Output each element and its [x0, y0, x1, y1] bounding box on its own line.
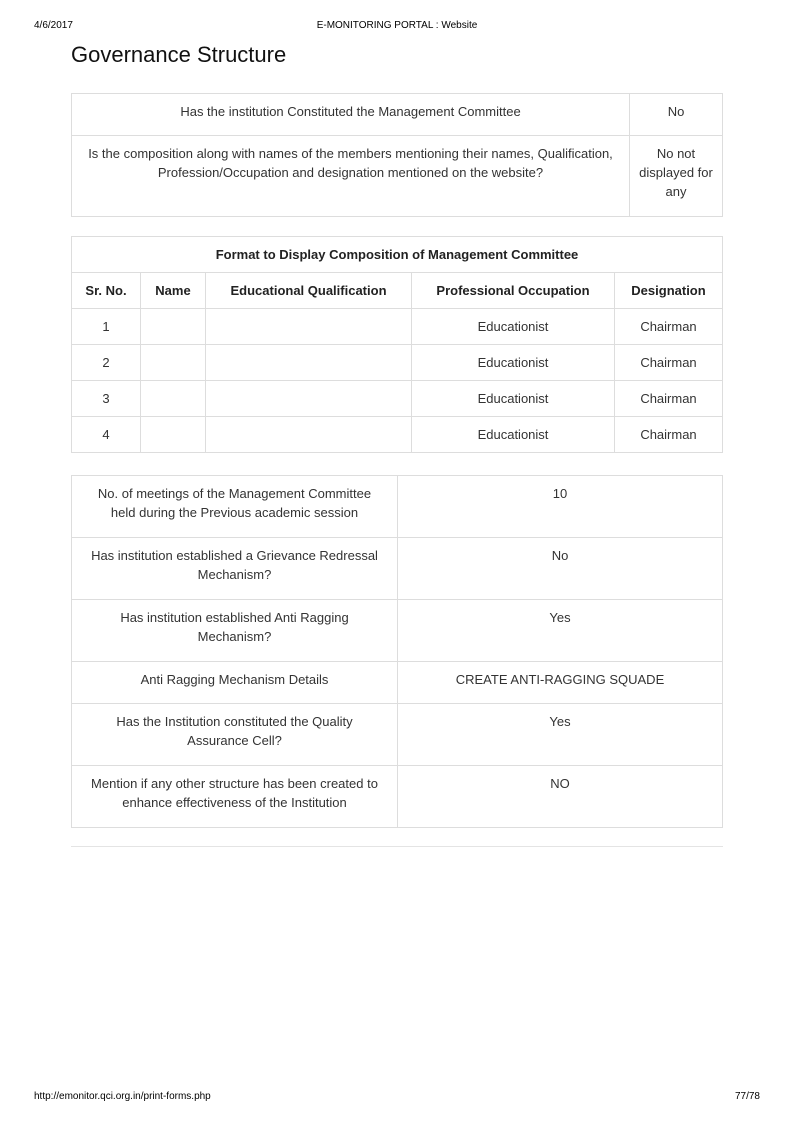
answer-cell: CREATE ANTI-RAGGING SQUADE [398, 662, 723, 704]
question-cell: Is the composition along with names of the members mentioning their names, Qualification, Profession/Occupation and designation mentioned on the website? [72, 136, 630, 217]
designation-cell: Chairman [615, 417, 723, 453]
designation-cell: Chairman [615, 309, 723, 345]
question-cell: No. of meetings of the Management Committee held during the Previous academic session [72, 476, 398, 538]
occupation-cell: Educationist [412, 381, 615, 417]
column-header-sr-no: Sr. No. [72, 273, 141, 309]
print-header [0, 20, 794, 34]
print-date: 4/6/2017 [34, 20, 73, 31]
name-cell [141, 345, 206, 381]
print-footer [0, 1091, 794, 1105]
column-header-designation: Designation [615, 273, 723, 309]
qualification-cell [206, 345, 412, 381]
table-row [72, 94, 723, 136]
table-row [72, 381, 723, 417]
page-number: 77/78 [734, 1091, 760, 1102]
question-cell: Has institution established a Grievance Redressal Mechanism? [72, 538, 398, 600]
sr-no-cell: 3 [72, 381, 141, 417]
occupation-cell: Educationist [412, 417, 615, 453]
column-header-name: Name [141, 273, 206, 309]
governance-details-table [71, 475, 723, 828]
answer-cell: No [398, 538, 723, 600]
answer-cell: No [630, 94, 723, 136]
column-header-professional-occupation: Professional Occupation [412, 273, 615, 309]
name-cell [141, 309, 206, 345]
section-divider [71, 846, 723, 847]
sr-no-cell: 1 [72, 309, 141, 345]
designation-cell: Chairman [615, 381, 723, 417]
table-row [72, 538, 723, 600]
committee-composition-table [71, 236, 723, 453]
table-row [72, 662, 723, 704]
answer-cell: No not displayed for any [630, 136, 723, 217]
table-row [72, 476, 723, 538]
name-cell [141, 417, 206, 453]
sr-no-cell: 2 [72, 345, 141, 381]
occupation-cell: Educationist [412, 309, 615, 345]
name-cell [141, 381, 206, 417]
table-row [72, 136, 723, 217]
header-row [72, 273, 723, 309]
question-cell: Has the institution Constituted the Management Committee [72, 94, 630, 136]
question-cell: Has institution established Anti Ragging Mechanism? [72, 600, 398, 662]
print-url: http://emonitor.qci.org.in/print-forms.php [34, 1091, 211, 1102]
caption-row [72, 237, 723, 273]
table-row [72, 417, 723, 453]
occupation-cell: Educationist [412, 345, 615, 381]
question-cell: Anti Ragging Mechanism Details [72, 662, 398, 704]
answer-cell: Yes [398, 600, 723, 662]
table-row [72, 766, 723, 828]
management-committee-table [71, 93, 723, 217]
column-header-educational-qualification: Educational Qualification [206, 273, 412, 309]
table-row [72, 704, 723, 766]
page-title: Governance Structure [71, 42, 287, 67]
qualification-cell [206, 309, 412, 345]
answer-cell: 10 [398, 476, 723, 538]
qualification-cell [206, 417, 412, 453]
table-row [72, 309, 723, 345]
answer-cell: NO [398, 766, 723, 828]
qualification-cell [206, 381, 412, 417]
table-row [72, 345, 723, 381]
sr-no-cell: 4 [72, 417, 141, 453]
table-row [72, 600, 723, 662]
designation-cell: Chairman [615, 345, 723, 381]
answer-cell: Yes [398, 704, 723, 766]
table-caption: Format to Display Composition of Management Committee [72, 237, 723, 273]
print-title: E-MONITORING PORTAL : Website [316, 20, 478, 31]
question-cell: Has the Institution constituted the Quality Assurance Cell? [72, 704, 398, 766]
question-cell: Mention if any other structure has been created to enhance effectiveness of the Institution [72, 766, 398, 828]
